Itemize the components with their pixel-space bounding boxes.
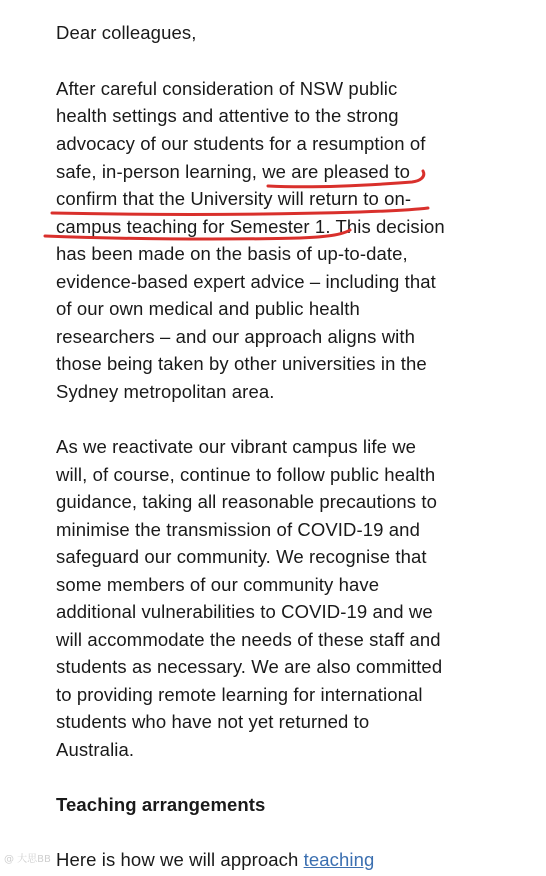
text-line: will, of course, continue to follow public health <box>56 464 436 485</box>
text-line: of our own medical and public health <box>56 298 360 319</box>
text-line: advocacy of our students for a resumption of <box>56 133 426 154</box>
text-line: Australia. <box>56 739 135 760</box>
text-line: After careful consideration of NSW public <box>56 78 398 99</box>
teaching-link[interactable]: teaching <box>303 849 375 870</box>
text-line: As we reactivate our vibrant campus life we <box>56 436 417 457</box>
watermark: @ 大思BB <box>4 854 51 865</box>
salutation: Dear colleagues, <box>56 22 197 43</box>
text-line: those being taken by other universities in the <box>56 353 427 374</box>
last-line-text: Here is how we will approach <box>56 849 304 870</box>
section-heading: Teaching arrangements <box>56 794 266 815</box>
text-line: has been made on the basis of up-to-date, <box>56 243 408 264</box>
text-line: some members of our community have <box>56 574 380 595</box>
text-line: health settings and attentive to the strong <box>56 105 399 126</box>
text-line: to providing remote learning for international <box>56 684 423 705</box>
text-line: students who have not yet returned to <box>56 711 370 732</box>
text-line: evidence-based expert advice – including that <box>56 271 436 292</box>
text-line: confirm that the University will return to on- <box>56 188 412 209</box>
text-line: will accommodate the needs of these staff and <box>56 629 441 650</box>
text-line: students as necessary. We are also committed <box>56 656 443 677</box>
text-line: campus teaching for Semester 1. This decision <box>56 216 445 237</box>
text-line: minimise the transmission of COVID-19 and <box>56 519 420 540</box>
text-line: researchers – and our approach aligns with <box>56 326 415 347</box>
text-line: safe, in-person learning, we are pleased to <box>56 161 410 182</box>
text-line: additional vulnerabilities to COVID-19 and we <box>56 601 433 622</box>
text-line: safeguard our community. We recognise that <box>56 546 427 567</box>
text-line: Sydney metropolitan area. <box>56 381 275 402</box>
text-line: guidance, taking all reasonable precautions to <box>56 491 438 512</box>
last-line <box>56 851 374 870</box>
